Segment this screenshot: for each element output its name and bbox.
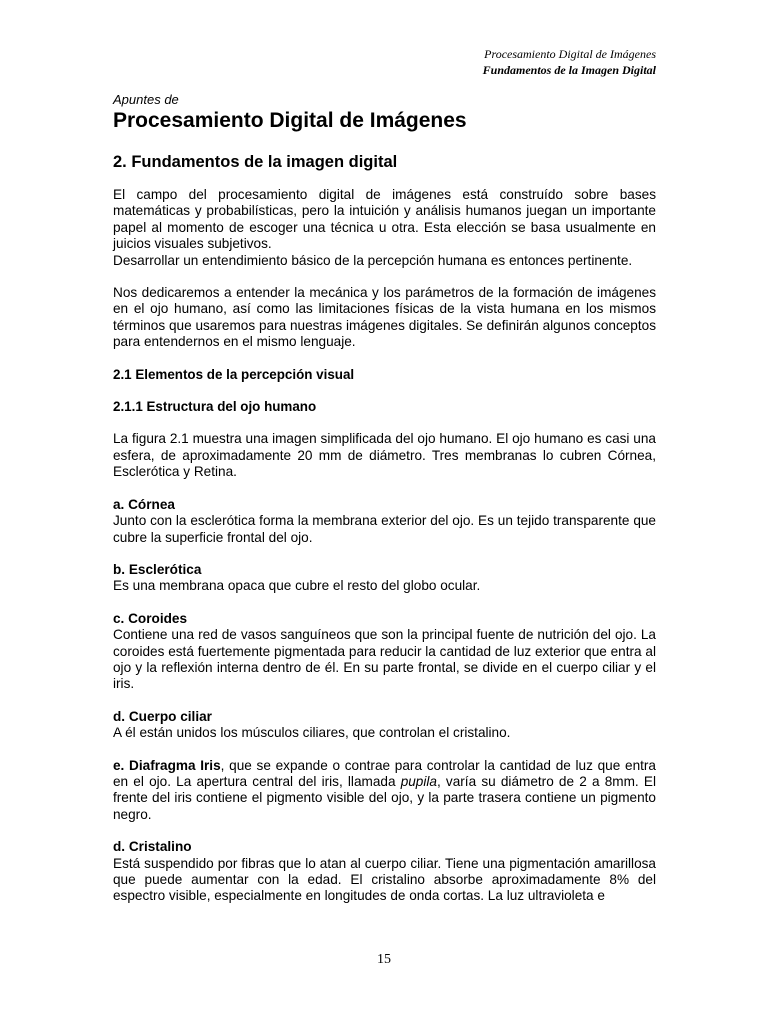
section-heading-2-1-1: 2.1.1 Estructura del ojo humano xyxy=(113,399,317,415)
running-header-line1: Procesamiento Digital de Imágenes xyxy=(484,47,656,61)
running-header-line2: Fundamentos de la Imagen Digital xyxy=(482,63,656,77)
intro-paragraph-1: El campo del procesamiento digital de imágenes está construído sobre bases matemáticas y probabilísticas, pero la intuición y análisis humanos juegan un importante papel al momento de escoger una técnica u otra. Esta elección se basa usualmente en juicios visuales subjetivos. xyxy=(113,187,656,252)
term-cuerpo-ciliar-body: A él están unidos los músculos ciliares, que controlan el cristalino. xyxy=(113,725,511,741)
term-iris-body-a: , que se expande o contrae para controlar la cantidad de luz que entra en el ojo. La apertura central del iris, llamada xyxy=(113,757,656,789)
term-coroides-head: c. Coroides xyxy=(113,610,188,626)
term-iris-pupila: pupila xyxy=(400,773,437,789)
term-cornea-body: Junto con la esclerótica forma la membrana exterior del ojo. Es un tejido transparente que cubre la superficie frontal del ojo. xyxy=(113,513,656,545)
term-iris-body-b: , varía su diámetro de 2 a 8mm. El frente del iris contiene el pigmento visible del ojo, y la parte trasera contiene un pigmento negro. xyxy=(113,773,656,822)
term-cristalino xyxy=(113,839,656,905)
running-header xyxy=(483,46,656,78)
term-esclerotica-body: Es una membrana opaca que cubre el resto del globo ocular. xyxy=(113,578,481,594)
document-body xyxy=(113,92,656,921)
term-coroides-body: Contiene una red de vasos sanguíneos que son la principal fuente de nutrición del ojo. La coroides está fuertemente pigmentada para reducir la cantidad de luz exterior que entra al ojo y la reflexión interna dentro de él. En su parte frontal, se divide en el cuerpo ciliar y el iris. xyxy=(113,627,656,692)
term-iris-head: e. Diafragma Iris xyxy=(113,757,221,773)
term-cornea-head: a. Córnea xyxy=(113,496,175,512)
title-kicker: Apuntes de xyxy=(113,92,179,107)
term-cuerpo-ciliar xyxy=(113,709,656,742)
figure-reference-paragraph: La figura 2.1 muestra una imagen simplificada del ojo humano. El ojo humano es casi una esfera, de aproximadamente 20 mm de diámetro. Tres membranas lo cubren Córnea, Esclerótica y Retina. xyxy=(113,431,656,480)
chapter-heading: 2. Fundamentos de la imagen digital xyxy=(113,153,398,171)
term-esclerotica xyxy=(113,562,656,595)
document-title: Procesamiento Digital de Imágenes xyxy=(113,109,467,132)
term-coroides xyxy=(113,611,656,693)
term-esclerotica-head: b. Esclerótica xyxy=(113,561,202,577)
term-iris xyxy=(113,758,656,824)
term-cornea xyxy=(113,497,656,546)
term-cuerpo-ciliar-head: d. Cuerpo ciliar xyxy=(113,708,212,724)
term-cristalino-body: Está suspendido por fibras que lo atan al cuerpo ciliar. Tiene una pigmentación amarillosa que puede aumentar con la edad. El cristalino absorbe aproximadamente 8% del espectro visible, especialmente en longitudes de onda cortas. La luz ultravioleta e xyxy=(113,855,656,904)
intro-paragraph-2: Nos dedicaremos a entender la mecánica y los parámetros de la formación de imágenes en el ojo humano, así como las limitaciones físicas de la vista humana en los mismos términos que usaremos para nuestras imágenes digitales. Se definirán algunos conceptos para entendernos en el mismo lenguaje. xyxy=(113,285,656,350)
section-heading-2-1: 2.1 Elementos de la percepción visual xyxy=(113,366,355,382)
page-number: 15 xyxy=(377,952,391,967)
intro-paragraph-1b: Desarrollar un entendimiento básico de la percepción humana es entonces pertinente. xyxy=(113,252,633,268)
term-cristalino-head: d. Cristalino xyxy=(113,839,192,855)
